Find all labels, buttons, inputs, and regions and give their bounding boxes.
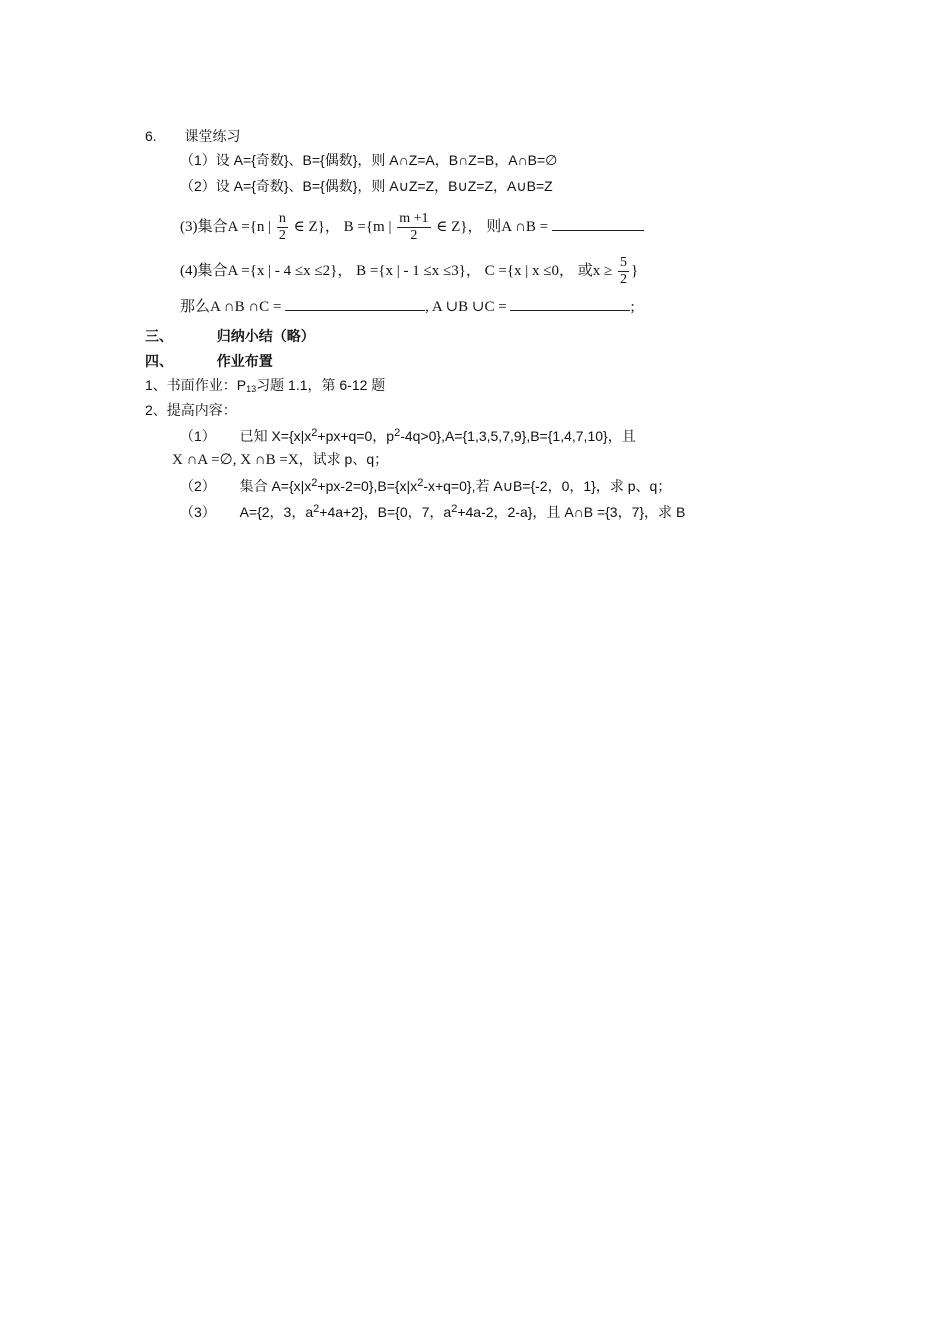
section-title: 作业布置 (216, 353, 273, 369)
exercise-3-mid: ∈ Z}， B ={m | (293, 219, 392, 235)
section-number: 6. (145, 128, 157, 144)
intersection-label: 那么A ∩B ∩C = (180, 299, 282, 315)
exercise-2 (180, 176, 553, 196)
problem-2-text-c: -x+q=0},若 A∪B={-2，0，1}，求 p、q； (423, 478, 672, 494)
exponent: 2 (311, 427, 318, 439)
exponent: 2 (417, 477, 424, 489)
line-end: ; (630, 299, 635, 315)
problem-number: （2） (180, 478, 216, 494)
problem-1-ask: ，试求 p、q； (298, 451, 389, 467)
fraction-5-over-2 (618, 255, 629, 288)
section-3-heading (145, 326, 315, 346)
problem-1-text-c: -4q>0},A={1,3,5,7,9},B={1,4,7,10}，且 (400, 428, 636, 444)
exponent: 2 (311, 477, 318, 489)
fraction-m-plus-1-over-2 (397, 211, 430, 244)
problem-2-text-b: +px-2=0},B={x|x (317, 478, 418, 494)
problem-3-text-c: +4a-2，2-a}，且 A∩B ={3，7}，求 B (457, 504, 686, 520)
exercise-2-text: （2）设 A={奇数}、B={偶数}，则 A∪Z=Z，B∪Z=Z，A∪B=Z (180, 178, 553, 194)
empty-set-symbol: ∅ (545, 152, 558, 168)
union-blank (510, 296, 630, 311)
problem-2 (180, 476, 671, 496)
homework-1-text-b: 习题 1.1，第 6-12 题 (256, 377, 386, 393)
exercise-3-lead: (3)集合A ={n | (180, 219, 272, 235)
section-6-heading (145, 126, 240, 146)
fraction-denominator: 2 (278, 228, 286, 244)
section-title: 课堂练习 (184, 128, 241, 144)
problem-1 (180, 426, 636, 446)
homework-1 (145, 375, 385, 395)
homework-2 (145, 400, 237, 420)
union-label: , A ∪B ∪C = (425, 299, 507, 315)
problem-number: （3） (180, 504, 216, 520)
problem-1-condition: X ∩A =∅, X ∩B =X (172, 452, 299, 468)
fraction-numerator: 5 (620, 255, 628, 271)
exercise-1-text: （1）设 A={奇数}、B={偶数}，则 A∩Z=A，B∩Z=B，A∩B= (180, 152, 546, 168)
exercise-1 (180, 150, 557, 170)
problem-number: （1） (180, 428, 216, 444)
page-subscript: 13 (246, 384, 257, 394)
exercise-3 (180, 210, 644, 244)
exercise-4-lead: (4)集合A ={x | - 4 ≤x ≤2}， B ={x | - 1 ≤x ≤3}， C ={x | x ≤0， 或x ≥ (180, 263, 613, 279)
problem-2-text-a: 集合 A={x|x (239, 478, 312, 494)
exponent: 2 (394, 427, 401, 439)
fraction-numerator: n (278, 211, 286, 227)
homework-1-text-a: 1、书面作业：P (145, 377, 247, 393)
problem-1-text-b: +px+q=0，p (317, 428, 395, 444)
problem-1-text-a: 已知 X={x|x (239, 428, 312, 444)
exercise-4-close: } (631, 263, 639, 279)
fraction-denominator: 2 (620, 272, 628, 288)
problem-3 (180, 502, 685, 522)
fraction-denominator: 2 (410, 228, 418, 244)
exercise-3-tail: ∈ Z}， 则A ∩B = (436, 219, 549, 235)
problem-1-line-2 (172, 449, 388, 470)
homework-2-text: 2、提高内容： (145, 402, 237, 418)
exponent: 2 (313, 503, 320, 515)
section-title: 归纳小结（略） (216, 328, 315, 344)
section-4-heading (145, 351, 273, 371)
section-number: 四、 (145, 353, 173, 369)
problem-3-text-b: +4a+2}，B={0，7，a (319, 504, 452, 520)
exponent: 2 (451, 503, 458, 515)
exercise-4-answers (180, 296, 635, 317)
fraction-numerator: m +1 (399, 211, 429, 227)
answer-blank (552, 216, 644, 231)
fraction-n-over-2 (277, 211, 288, 244)
exercise-4 (180, 254, 638, 288)
problem-3-text-a: A={2，3，a (239, 504, 314, 520)
section-number: 三、 (145, 328, 173, 344)
intersection-blank (285, 296, 425, 311)
